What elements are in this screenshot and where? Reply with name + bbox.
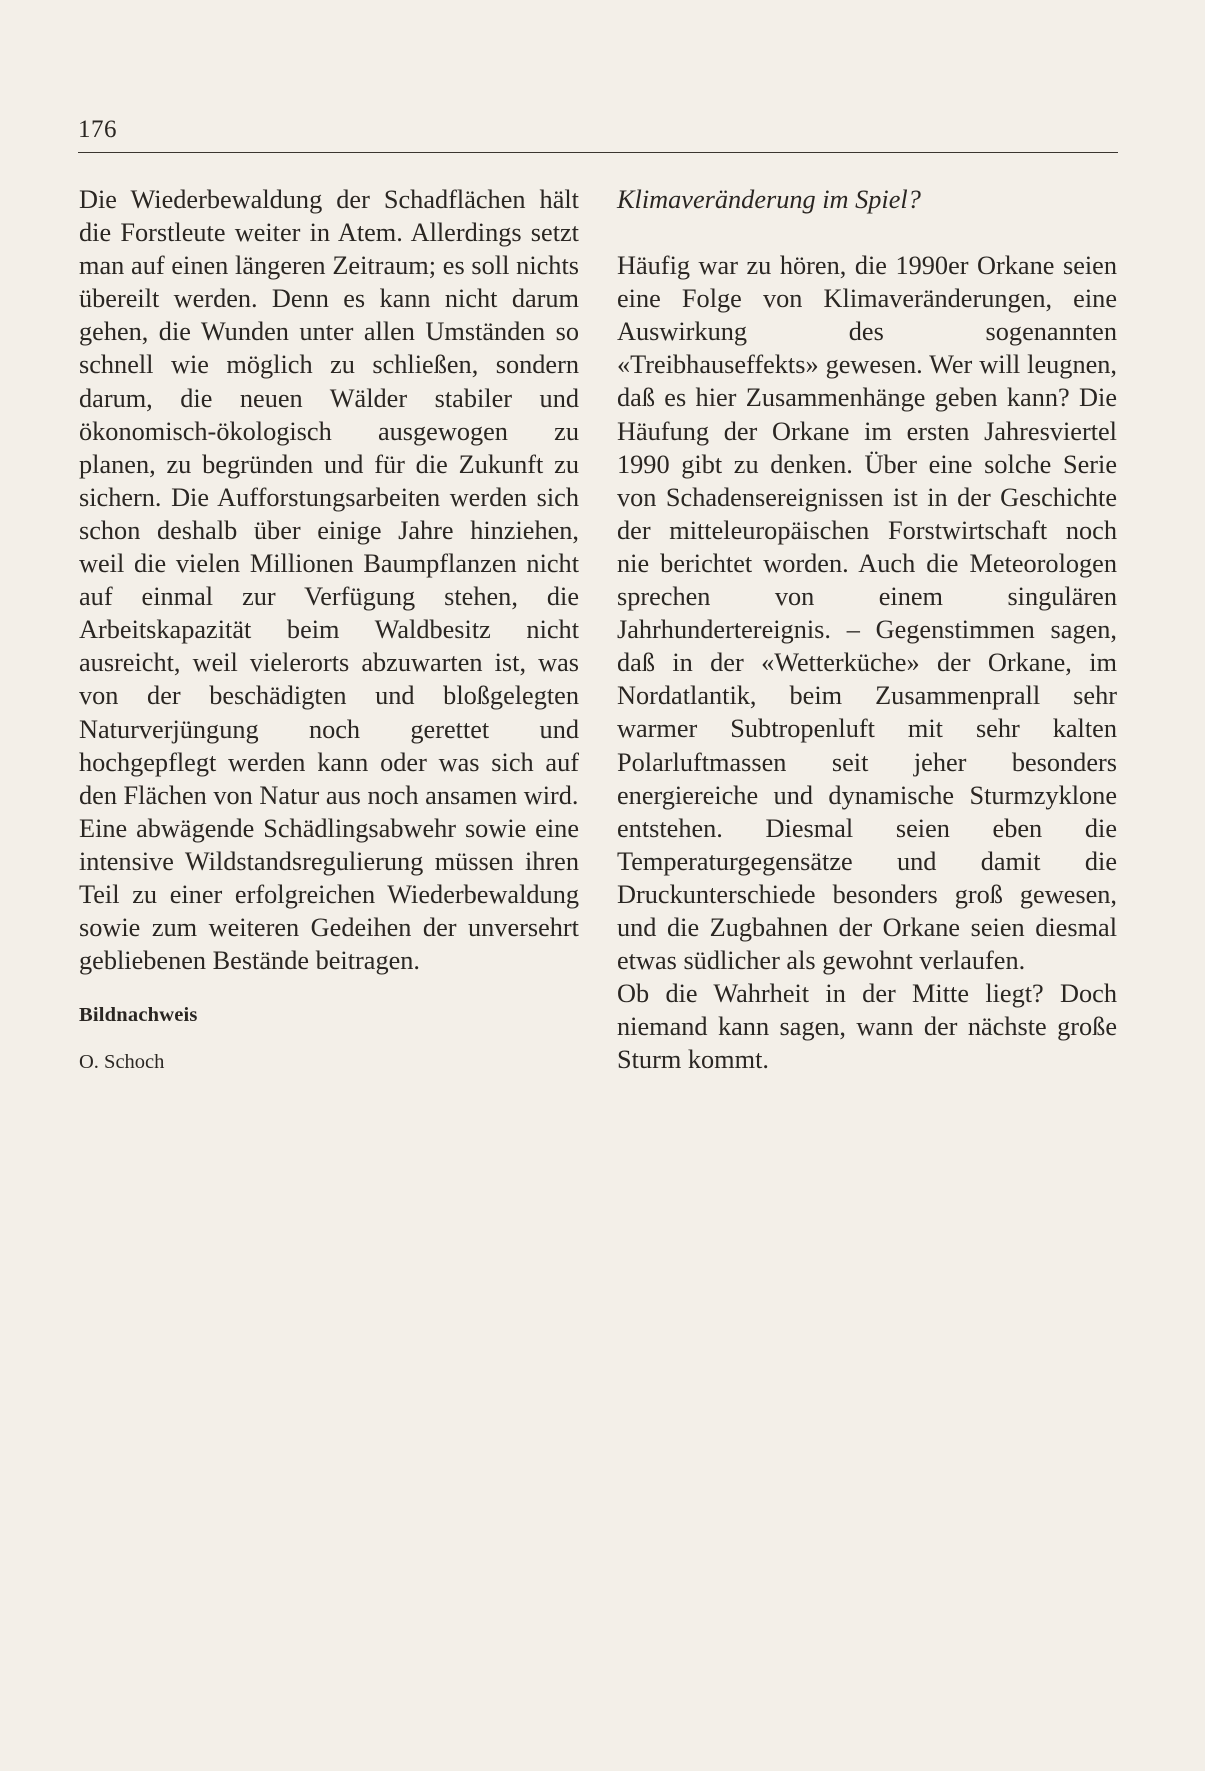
credits-heading: Bildnachweis <box>79 1004 198 1027</box>
left-paragraph-2: Eine abwägende Schädlingsabwehr sowie eine intensive Wildstandsregulierung müssen ihren Teil zu einer erfolgreichen Wiederbewaldung sowie zum weiteren Gedeihen der unversehrt gebliebenen Bestände beitragen. <box>79 813 579 976</box>
header-rule <box>78 152 1118 153</box>
page-number: 176 <box>78 116 117 143</box>
credits-name: O. Schoch <box>79 1051 165 1074</box>
left-paragraph-1: Die Wiederbewaldung der Schadflächen hält die Forstleute weiter in Atem. Allerdings setzt man auf einen längeren Zeitraum; es soll nichts übereilt werden. Denn es kann nicht darum gehen, die Wunden unter allen Umständen so schnell wie möglich zu schließen, sondern darum, die neuen Wälder stabiler und ökonomisch-ökologisch ausgewogen zu planen, zu begründen und für die Zukunft zu sichern. Die Aufforstungsarbeiten werden sich schon deshalb über einige Jahre hinziehen, weil die vielen Millionen Baumpflanzen nicht auf einmal zur Verfügung stehen, die Arbeitskapazität beim Waldbesitz nicht ausreicht, weil vielerorts abzuwarten ist, was von der beschädigten und bloßgelegten Naturverjüngung noch gerettet und hochgepflegt werden kann oder was sich auf den Flächen von Natur aus noch ansamen wird. <box>79 185 579 810</box>
right-paragraph-2: Ob die Wahrheit in der Mitte liegt? Doch niemand kann sagen, wann der nächste große Sturm kommt. <box>617 979 1117 1075</box>
right-paragraph-1: Häufig war zu hören, die 1990er Orkane seien eine Folge von Klimaveränderungen, eine Auswirkung des sogenannten «Treibhauseffekts» gewesen. Wer will leugnen, daß es hier Zusammenhänge geben kann? Die Häufung der Orkane im ersten Jahresviertel 1990 gibt zu denken. Über eine solche Serie von Schadensereignissen ist in der Geschichte der mitteleuropäischen Forstwirtschaft noch nie berichtet worden. Auch die Meteorologen sprechen von einem singulären Jahrhundertereignis. – Gegenstimmen sagen, daß in der «Wetterküche» der Orkane, im Nordatlantik, beim Zusammenprall sehr warmer Subtropenluft mit sehr kalten Polarluftmassen seit jeher besonders energiereiche und dynamische Sturmzyklone entstehen. Diesmal seien eben die Temperaturgegensätze und damit die Druckunterschiede besonders groß gewesen, und die Zugbahnen der Orkane seien diesmal etwas südlicher als gewohnt verlaufen. <box>617 251 1117 976</box>
right-column <box>617 183 1117 1076</box>
section-heading: Klimaveränderung im Spiel? <box>617 185 921 214</box>
left-column <box>79 183 579 1079</box>
